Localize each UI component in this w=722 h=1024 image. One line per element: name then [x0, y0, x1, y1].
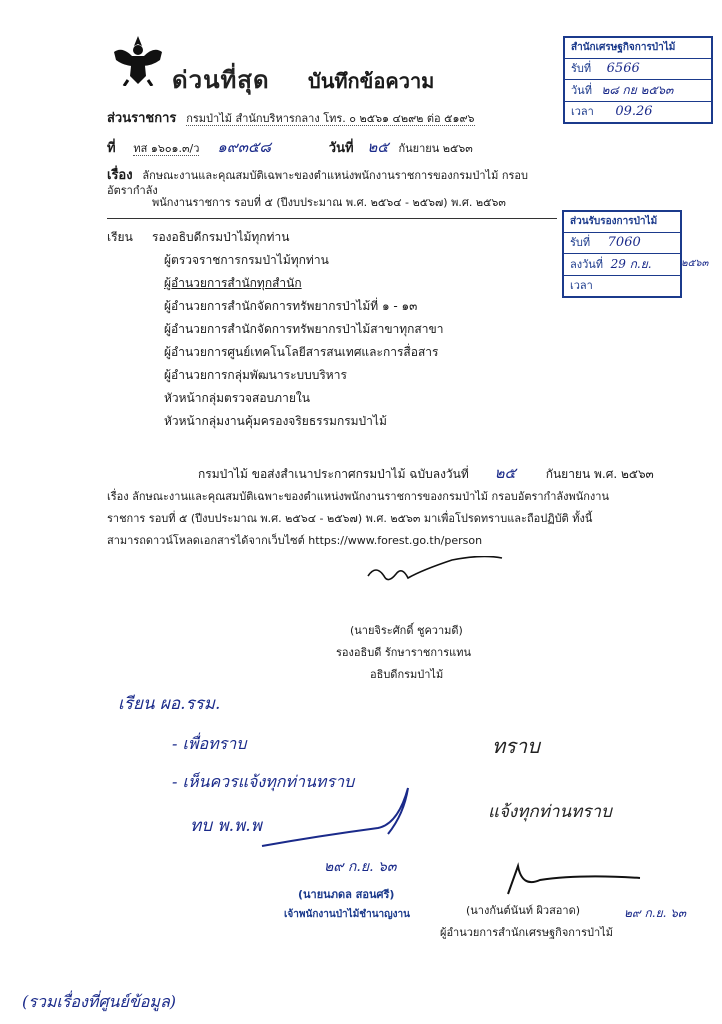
stamp2-receive-label: รับที่ [570, 236, 591, 249]
recipient-item: หัวหน้ากลุ่มงานคุ้มครองจริยธรรมกรมป่าไม้ [164, 414, 387, 428]
body-line-2: เรื่อง ลักษณะงานและคุณสมบัติเฉพาะของตำแหน่งพนักงานราชการของกรมป่าไม้ กรอบอัตรากำลังพนักงาน [107, 490, 609, 503]
subject-line-1: ลักษณะงานและคุณสมบัติเฉพาะของตำแหน่งพนักงานราชการของกรมป่าไม้ กรอบอัตรากำลัง [107, 169, 528, 197]
stamp2-date-extra: ๒๕๖๓ [681, 258, 709, 269]
stamp-date-row [565, 80, 711, 102]
stamp2-date-row [564, 254, 680, 276]
body-line-1 [198, 464, 654, 482]
stamp-receive-number: 6566 [606, 61, 640, 76]
stamp2-date-label: ลงวันที่ [570, 258, 604, 271]
handwritten-note-9: (รวมเรื่องที่ศูนย์ข้อมูล) [22, 992, 177, 1011]
handwritten-date-2: ๒๙ ก.ย. ๖๓ [624, 906, 687, 920]
handwritten-note-2: - เพื่อทราบ [172, 734, 247, 753]
stamp2-title: ส่วนรับรองการป่าไม้ [564, 212, 680, 233]
stamp-date-label: วันที่ [571, 84, 592, 97]
body-line-1-text: กรมป่าไม้ ขอส่งสำเนาประกาศกรมป่าไม้ ฉบับลงวันที่ [198, 467, 469, 481]
recipient-item: ผู้อำนวยการสำนักทุกสำนัก [164, 276, 302, 290]
recipient-item: ผู้ตรวจราชการกรมป่าไม้ทุกท่าน [164, 253, 329, 267]
officer-stamp-position: เจ้าพนักงานป่าไม้ชำนาญงาน [284, 909, 411, 920]
officer-stamp-name: (นายนภดล สอนศรี) [298, 888, 395, 901]
reference-row [107, 140, 537, 156]
date-day: ๒๕ [367, 138, 389, 156]
urgency-label: ด่วนที่สุด [172, 66, 270, 94]
handwritten-note-3: - เห็นควรแจ้งทุกท่านทราบ [172, 772, 355, 791]
subject-line-2: พนักงานราชการ รอบที่ ๕ (ปีงบประมาณ พ.ศ. ๒๕๖๔ - ๒๕๖๗) พ.ศ. ๒๕๖๓ [152, 196, 506, 209]
header-divider [107, 218, 557, 219]
director-name: (นางกันต์นันท์ ผิวสอาด) [466, 904, 581, 917]
recipient-item: ผู้อำนวยการศูนย์เทคโนโลยีสารสนเทศและการสื่อสาร [164, 345, 439, 359]
recipient-item: ผู้อำนวยการกลุ่มพัฒนาระบบบริหาร [164, 368, 347, 382]
agency-label: ส่วนราชการ [107, 111, 177, 126]
handwritten-signature-1 [258, 784, 418, 854]
signatory-position-2: อธิบดีกรมป่าไม้ [370, 668, 444, 681]
stamp-time-value: 09.26 [615, 104, 653, 119]
date-month-year: กันยายน ๒๕๖๓ [398, 142, 473, 155]
deputy-signature [362, 556, 512, 600]
handwritten-note-4: ทบ พ.พ.พ [190, 816, 262, 836]
reference-number: ๑๙๓๕๘ [217, 138, 271, 156]
signatory-position-1: รองอธิบดี รักษาราชการแทน [336, 646, 471, 659]
recipient-item: หัวหน้ากลุ่มตรวจสอบภายใน [164, 391, 310, 405]
stamp-time-label: เวลา [571, 105, 594, 118]
subject-label: เรื่อง [107, 168, 133, 183]
recipient-list [152, 230, 552, 437]
signatory-name: (นายจิระศักดิ์ ชูความดี) [350, 624, 463, 637]
body-line-3: ราชการ รอบที่ ๕ (ปีงบประมาณ พ.ศ. ๒๕๖๔ - ๒๕๖๗) พ.ศ. ๒๕๖๓ มาเพื่อโปรดทราบและถือปฏิบัติ ทั้งนี้ [107, 512, 593, 525]
recipient-item: รองอธิบดีกรมป่าไม้ทุกท่าน [152, 230, 290, 244]
date-label: วันที่ [328, 141, 354, 156]
recipients-label: เรียน [107, 230, 133, 244]
reference-code: ทส ๑๖๐๑.๓/ว [133, 142, 200, 155]
subject-row [107, 168, 552, 198]
receive-stamp-certification [562, 210, 682, 298]
garuda-emblem-icon [112, 32, 164, 86]
stamp2-time-label: เวลา [570, 279, 593, 292]
handwritten-note-7: แจ้งทุกท่านทราบ [488, 802, 612, 822]
handwritten-date-1: ๒๙ ก.ย. ๖๓ [324, 859, 397, 875]
receive-stamp-economics [563, 36, 713, 124]
stamp2-receive-number: 7060 [607, 235, 641, 250]
stamp2-receive-row [564, 233, 680, 254]
agency-value: กรมป่าไม้ สำนักบริหารกลาง โทร. ๐ ๒๕๖๑ ๔๒๙๒ ต่อ ๕๑๙๖ [186, 112, 475, 125]
stamp-date-value: ๒๘ กย ๒๕๖๓ [601, 83, 674, 97]
stamp2-date-value: 29 ก.ย. [610, 257, 652, 271]
handwritten-note-6: ทราบ [492, 734, 540, 758]
handwritten-note-1: เรียน ผอ.รรม. [118, 694, 221, 714]
director-signature [500, 858, 650, 898]
recipient-item: ผู้อำนวยการสำนักจัดการทรัพยากรป่าไม้ที่ ๑ - ๑๓ [164, 299, 418, 313]
stamp-title: สำนักเศรษฐกิจการป่าไม้ [565, 38, 711, 59]
doc-type-title: บันทึกข้อความ [308, 69, 435, 93]
agency-row [107, 111, 527, 126]
body-line-1-month: กันยายน พ.ศ. ๒๕๖๓ [545, 467, 654, 481]
stamp-time-row [565, 102, 711, 122]
director-position: ผู้อำนวยการสำนักเศรษฐกิจการป่าไม้ [440, 926, 613, 939]
reference-label: ที่ [107, 141, 116, 156]
stamp-receive-row [565, 59, 711, 80]
recipient-item: ผู้อำนวยการสำนักจัดการทรัพยากรป่าไม้สาขาทุกสาขา [164, 322, 444, 336]
body-line-1-day: ๒๕ [494, 464, 516, 482]
body-line-4: สามารถดาวน์โหลดเอกสารได้จากเว็บไซต์ https://www.forest.go.th/person [107, 534, 483, 547]
stamp-receive-label: รับที่ [571, 62, 592, 75]
stamp2-time-row [564, 276, 680, 296]
